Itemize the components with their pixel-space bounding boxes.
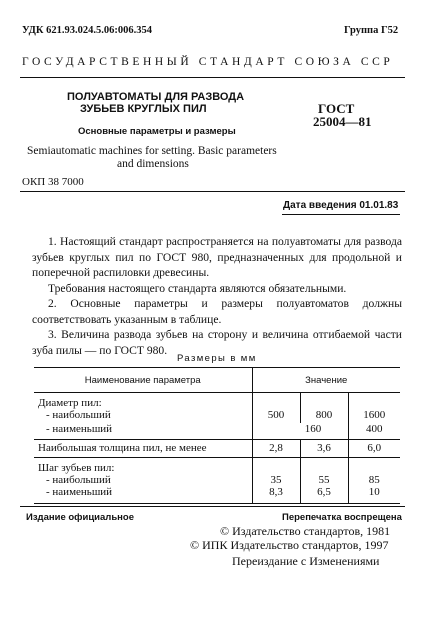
diameter-min-1: 160: [252, 423, 348, 439]
reissue-note: Переиздание с Изменениями: [232, 554, 380, 568]
table-row: [34, 423, 252, 439]
paragraph-3: 3. Величина развода зубьев на сторону и величина отгибаемой части зуба пилы — по ГОСТ 980.: [32, 328, 402, 357]
table-row: [34, 474, 252, 486]
gost-label: ГОСТ: [318, 101, 355, 116]
pitch-max-3: 85: [348, 474, 400, 486]
thickness-label: Наибольшая толщина пил, не менее: [34, 439, 252, 457]
header-rule: [20, 77, 405, 78]
table-row: [34, 486, 252, 504]
parameters-table: [34, 367, 400, 504]
header-parameter: Наименование параметра: [34, 368, 252, 393]
official-edition: Издание официальное: [26, 512, 134, 523]
pitch-min-label: - наименьший: [46, 485, 113, 498]
table-caption: Размеры в мм: [177, 353, 257, 364]
pitch-min-1: 8,3: [252, 486, 300, 504]
diameter-max-2: 800: [300, 409, 348, 423]
title-subtitle: Основные параметры и размеры: [78, 126, 236, 137]
pitch-max-label: - наибольший: [46, 473, 111, 486]
thickness-1: 2,8: [252, 439, 300, 457]
group-code: Группа Г52: [344, 25, 399, 36]
english-title-1: Semiautomatic machines for setting. Basic parameters: [27, 145, 277, 157]
paragraph-2: 2. Основные параметры и размеры полуавтоматов должны соответствовать указанным в таблице.: [32, 297, 402, 326]
reprint-notice: Перепечатка воспрещена: [282, 512, 402, 523]
copyright-1997: © ИПК Издательство стандартов, 1997: [190, 538, 389, 552]
effective-date-rule: [282, 214, 400, 215]
diameter-min-2: 400: [348, 423, 400, 439]
table-row: [34, 409, 252, 423]
title-line-2: ЗУБЬЕВ КРУГЛЫХ ПИЛ: [80, 103, 207, 115]
paragraph-1: 1. Настоящий стандарт распространяется на полуавтоматы для развода зубьев круглых пил по ГОСТ 980, предназначенных для продольной и поперечной распиловки древесины.: [32, 235, 402, 279]
okp-rule: [20, 191, 405, 192]
standard-banner: ГОСУДАРСТВЕННЫЙ СТАНДАРТ СОЮЗА ССР: [22, 56, 394, 68]
pitch-max-2: 55: [300, 474, 348, 486]
effective-date: Дата введения 01.01.83: [283, 200, 399, 211]
diameter-max-label: - наибольший: [46, 409, 111, 421]
gost-number: 25004—81: [313, 114, 372, 129]
paragraph-1b: Требования настоящего стандарта являются обязательными.: [48, 282, 347, 295]
okp-code: ОКП 38 7000: [22, 176, 84, 188]
pitch-max-1: 35: [252, 474, 300, 486]
pitch-min-3: 10: [348, 486, 400, 504]
title-line-1: ПОЛУАВТОМАТЫ ДЛЯ РАЗВОДА: [67, 91, 245, 103]
thickness-2: 3,6: [300, 439, 348, 457]
copyright-1981: © Издательство стандартов, 1981: [220, 524, 391, 538]
header-value: Значение: [252, 368, 400, 393]
diameter-max-3: 1600: [348, 409, 400, 423]
thickness-3: 6,0: [348, 439, 400, 457]
diameter-max-1: 500: [252, 409, 300, 423]
diameter-min-label: - наименьший: [46, 423, 113, 435]
pitch-label: Шаг зубьев пил:: [34, 457, 252, 474]
footer-rule: [20, 506, 405, 507]
english-title-2: and dimensions: [117, 158, 189, 170]
pitch-min-2: 6,5: [300, 486, 348, 504]
udc-code: УДК 621.93.024.5.06:006.354: [22, 25, 152, 36]
diameter-label: Диаметр пил:: [38, 397, 102, 409]
